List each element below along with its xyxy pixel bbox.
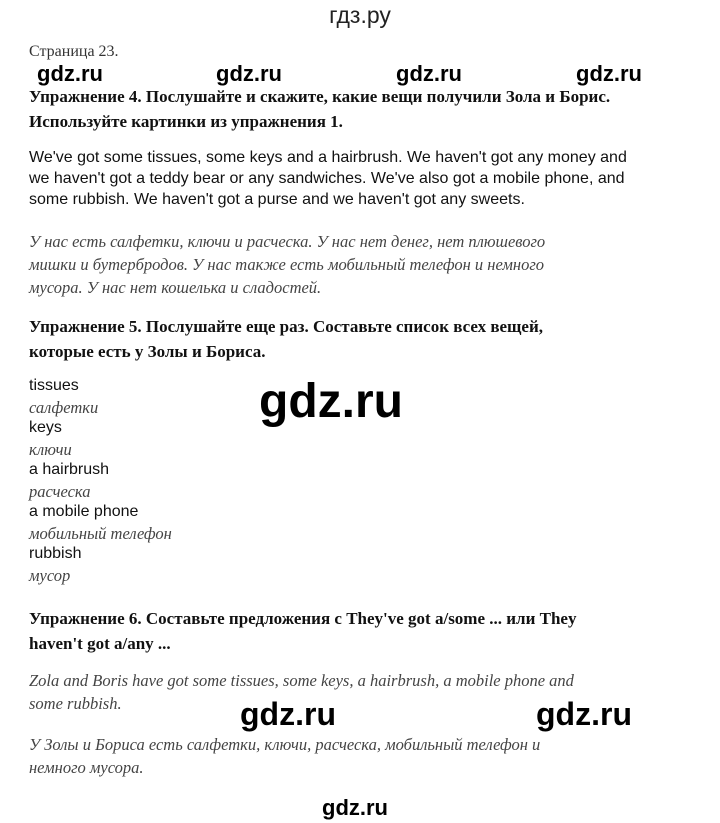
watermark: gdz.ru [536,696,632,732]
heading-line: Упражнение 5. Послушайте еще раз. Составьте список всех вещей, [29,317,544,336]
heading-line: Используйте картинки из упражнения 1. [29,112,343,131]
exercise-5-heading [29,314,709,364]
text-line: some rubbish. [29,694,122,713]
text-line: мишки и бутербродов. У нас также есть мобильный телефон и немного [29,255,545,274]
watermark: gdz.ru [216,61,282,86]
text-line: У Золы и Бориса есть салфетки, ключи, расческа, мобильный телефон и [29,735,541,754]
exercise-4-answer-ru [29,230,709,299]
list-item-en: rubbish [29,545,82,562]
exercise-6-answer-ru [29,733,719,779]
list-item-en: tissues [29,377,79,394]
list-item-ru: мобильный телефон [29,524,172,543]
list-item-ru: расческа [29,482,91,501]
list-item-ru: ключи [29,440,72,459]
watermark: gdz.ru [37,61,103,86]
list-item-en: a hairbrush [29,461,110,478]
watermark: gdz.ru [396,61,462,86]
exercise-6-heading [29,606,709,656]
heading-line: которые есть у Золы и Бориса. [29,342,266,361]
heading-line: Упражнение 4. Послушайте и скажите, какие вещи получили Зола и Борис. [29,87,611,106]
watermark: gdz.ru [576,61,642,86]
list-item-ru: салфетки [29,398,99,417]
site-title: гдз.ру [329,2,391,28]
text-line: немного мусора. [29,758,144,777]
watermark: gdz.ru [322,795,388,820]
exercise-4-answer-en [29,147,719,210]
watermark: gdz.ru [259,375,403,428]
exercise-4-heading [29,84,709,134]
text-line: we haven't got a teddy bear or any sandwiches. We've also got a mobile phone, and [29,170,625,187]
list-item-en: a mobile phone [29,503,139,520]
heading-line: Упражнение 6. Составьте предложения с They've got a/some ... или They [29,609,577,628]
page-number: Страница 23. [29,43,119,60]
text-line: мусора. У нас нет кошелька и сладостей. [29,278,322,297]
text-line: We've got some tissues, some keys and a hairbrush. We haven't got any money and [29,149,627,166]
heading-line: haven't got a/any ... [29,634,171,653]
text-line: some rubbish. We haven't got a purse and we haven't got any sweets. [29,191,525,208]
list-item-ru: мусор [29,566,71,585]
text-line: Zola and Boris have got some tissues, some keys, a hairbrush, a mobile phone and [29,671,574,690]
watermark: gdz.ru [240,696,336,732]
list-item-en: keys [29,419,62,436]
text-line: У нас есть салфетки, ключи и расческа. У нас нет денег, нет плюшевого [29,232,546,251]
